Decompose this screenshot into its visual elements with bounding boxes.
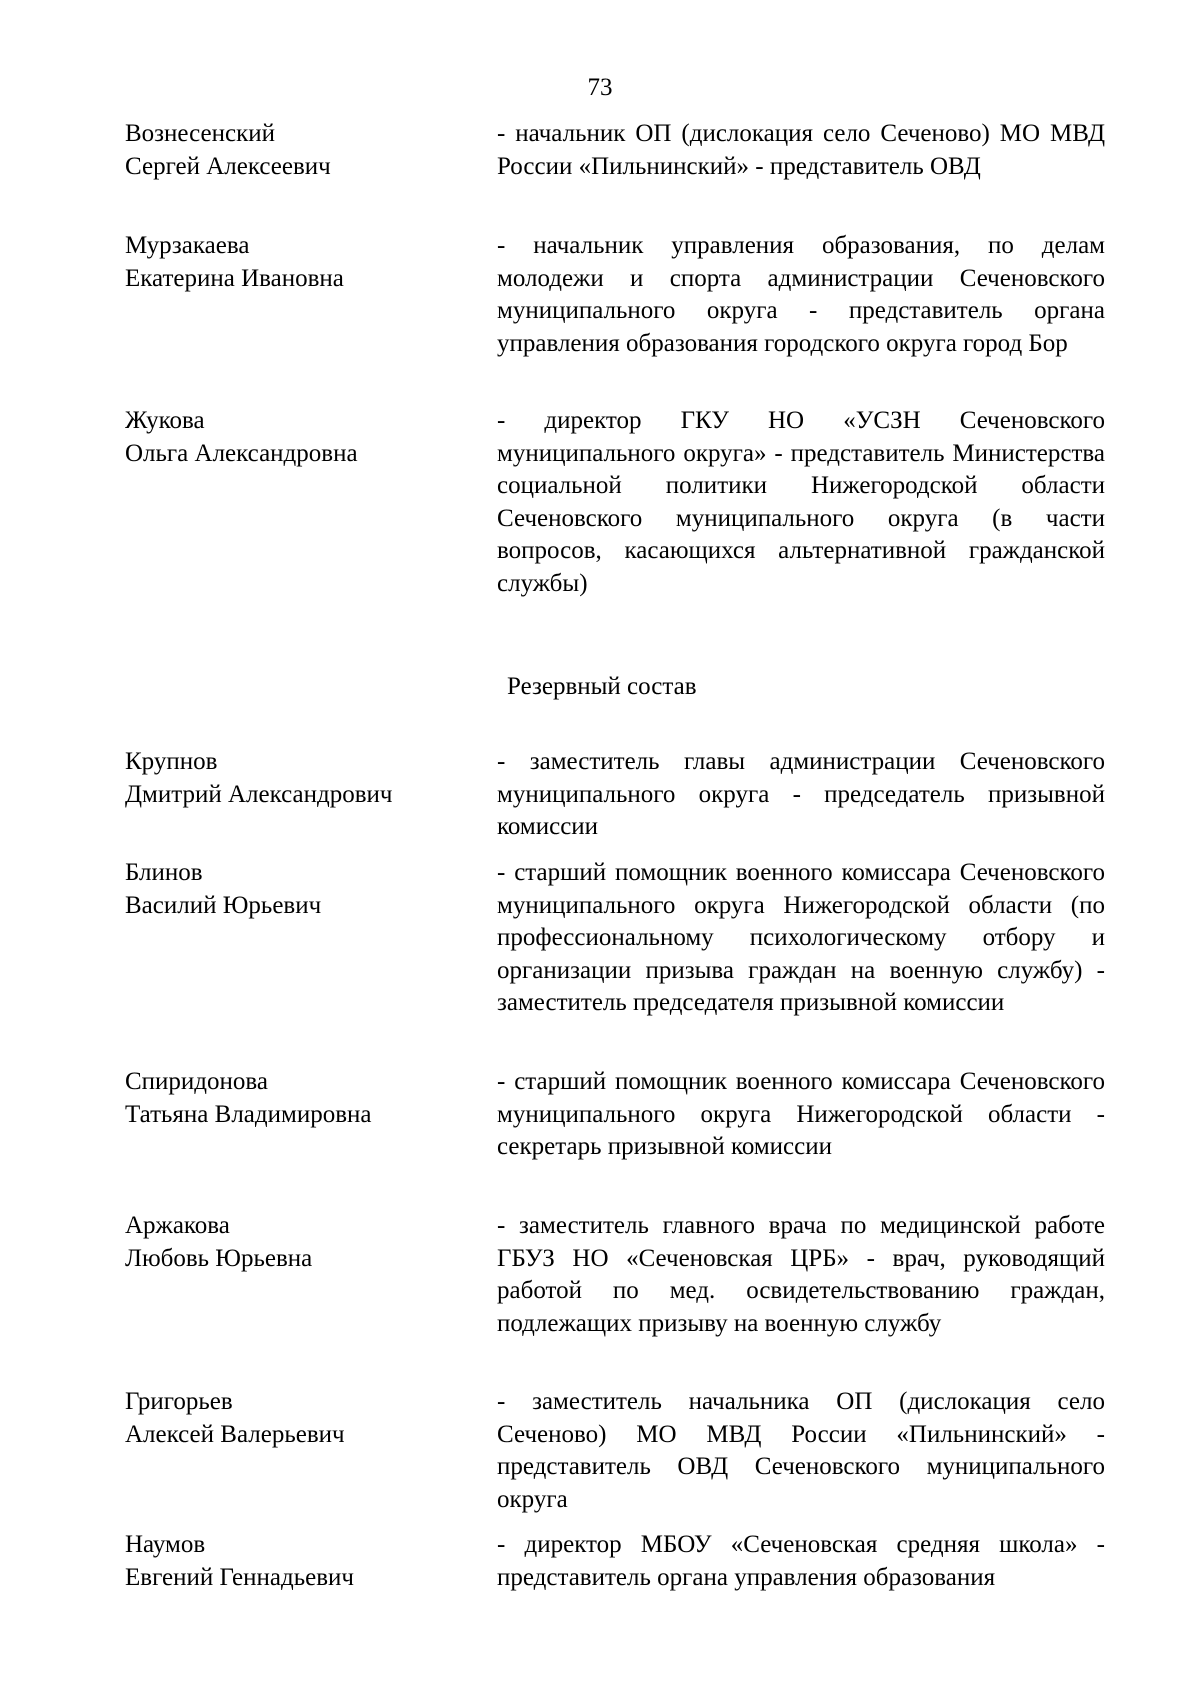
- member-last-name: Спиридонова: [125, 1068, 268, 1095]
- member-description: - старший помощник военного комиссара Сеченовского муниципального округа Нижегородской области (по профессиональному психологическому отбору и организации призыва граждан на военную службу) - заместитель председателя призывной комиссии: [497, 859, 1105, 1016]
- member-name: [125, 1066, 485, 1131]
- member-last-name: Вознесенский: [125, 120, 276, 147]
- member-name: [125, 405, 485, 470]
- member-description: - директор ГКУ НО «УСЗН Сеченовского муниципального округа» - представитель Министерства социальной политики Нижегородской области Сеченовского муниципального округа (в части вопросов, касающихся альтернативной гражданской службы): [497, 407, 1105, 597]
- member-description: - директор МБОУ «Сеченовская средняя школа» - представитель органа управления образования: [497, 1531, 1105, 1591]
- member-first-names: Екатерина Ивановна: [125, 264, 344, 292]
- member-first-names: Алексей Валерьевич: [125, 1420, 345, 1448]
- member-last-name: Аржакова: [125, 1212, 230, 1239]
- member-last-name: Крупнов: [125, 748, 218, 775]
- member-last-name: Мурзакаева: [125, 232, 250, 259]
- member-first-names: Василий Юрьевич: [125, 891, 322, 919]
- member-name: [125, 1386, 485, 1451]
- member-name: [125, 857, 485, 922]
- member-description: - заместитель начальника ОП (дислокация село Сеченово) МО МВД России «Пильнинский» - представитель ОВД Сеченовского муниципального округа: [497, 1388, 1105, 1513]
- member-last-name: Григорьев: [125, 1388, 233, 1415]
- reserve-heading: Резервный состав: [507, 673, 697, 700]
- member-first-names: Татьяна Владимировна: [125, 1100, 372, 1128]
- member-first-names: Сергей Алексеевич: [125, 152, 331, 180]
- member-last-name: Жукова: [125, 407, 205, 434]
- member-first-names: Дмитрий Александрович: [125, 780, 393, 808]
- member-description: - заместитель главы администрации Сеченовского муниципального округа - председатель призывной комиссии: [497, 748, 1105, 840]
- member-description: - заместитель главного врача по медицинской работе ГБУЗ НО «Сеченовская ЦРБ» - врач, руководящий работой по мед. освидетельствованию граждан, подлежащих призыву на военную службу: [497, 1212, 1105, 1337]
- member-last-name: Наумов: [125, 1531, 206, 1558]
- member-name: [125, 118, 485, 183]
- member-description: - начальник управления образования, по делам молодежи и спорта администрации Сеченовского муниципального округа - представитель органа управления образования городского округа город Бор: [497, 232, 1105, 357]
- member-last-name: Блинов: [125, 859, 203, 886]
- member-name: [125, 1210, 485, 1275]
- member-name: [125, 230, 485, 295]
- member-first-names: Ольга Александровна: [125, 439, 358, 467]
- member-first-names: Любовь Юрьевна: [125, 1244, 313, 1272]
- member-name: [125, 746, 485, 811]
- member-first-names: Евгений Геннадьевич: [125, 1563, 354, 1591]
- member-description: - начальник ОП (дислокация село Сеченово) МО МВД России «Пильнинский» - представитель ОВД: [497, 120, 1105, 180]
- member-description: - старший помощник военного комиссара Сеченовского муниципального округа Нижегородской области - секретарь призывной комиссии: [497, 1068, 1105, 1160]
- page-number: 73: [587, 74, 613, 101]
- member-name: [125, 1529, 485, 1594]
